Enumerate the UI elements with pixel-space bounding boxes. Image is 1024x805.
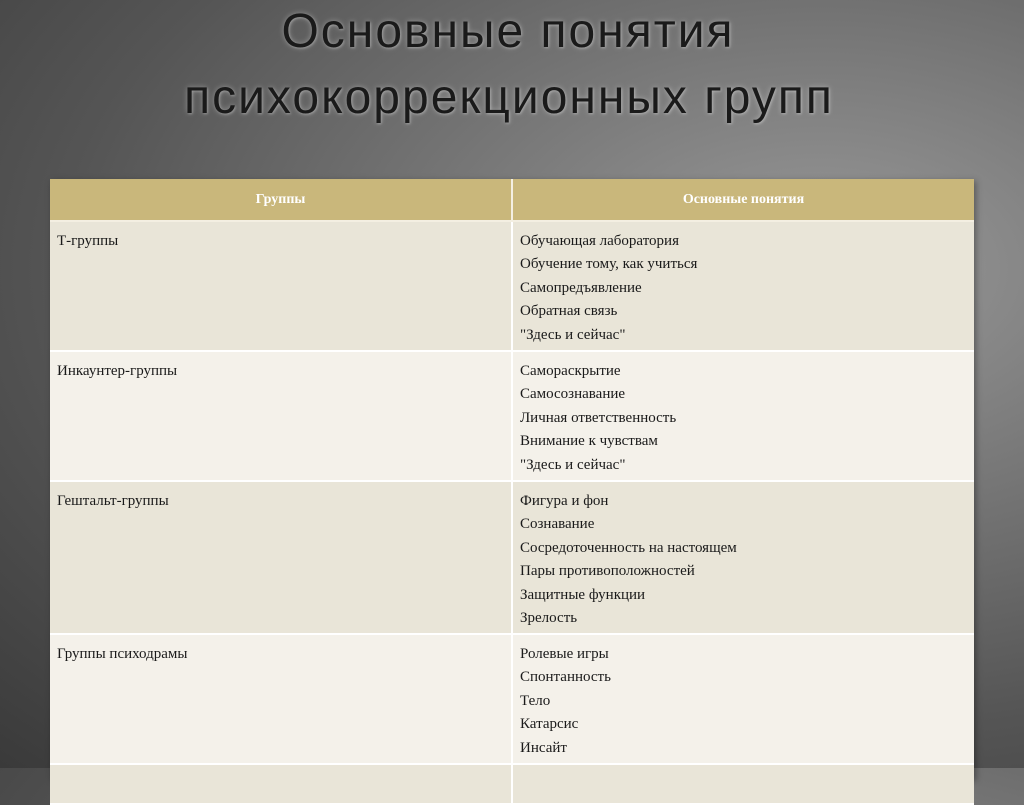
- concept-item: Пары противоположностей: [520, 563, 695, 580]
- concept-item: Ролевые игры: [520, 646, 609, 662]
- concept-item: "Здесь и сейчас": [520, 456, 626, 473]
- group-cell: Т-группы: [50, 221, 512, 351]
- title-line-1: Основные понятия: [281, 5, 735, 58]
- concept-item: Внимание к чувствам: [520, 433, 658, 450]
- concepts-cell: [512, 221, 974, 351]
- group-cell: Гештальт-группы: [50, 481, 512, 634]
- table-row: [50, 764, 974, 804]
- concept-item: Самораскрытие: [520, 363, 621, 379]
- group-cell: Группы психодрамы: [50, 634, 512, 764]
- concept-item: Сознавание: [520, 516, 595, 533]
- concept-item: Обучение тому, как учиться: [520, 256, 698, 273]
- table-row: [50, 351, 974, 481]
- concept-item: Сосредоточенность на настоящем: [520, 539, 737, 556]
- concept-item: Инсайт: [520, 739, 567, 756]
- concept-item: "Здесь и сейчас": [520, 326, 626, 343]
- table-row: [50, 481, 974, 634]
- concept-item: Защитные функции: [520, 586, 646, 603]
- table-header-row: [50, 179, 974, 221]
- concepts-cell: [512, 764, 974, 804]
- header-concepts: Основные понятия: [512, 179, 974, 221]
- group-cell: Инкаунтер-группы: [50, 351, 512, 481]
- concept-item: Катарсис: [520, 716, 579, 733]
- concepts-table-container: [50, 179, 974, 779]
- concept-item: Обучающая лаборатория: [520, 233, 679, 249]
- concept-item: Самосознавание: [520, 386, 626, 403]
- header-groups: Группы: [50, 179, 512, 221]
- concepts-cell: [512, 481, 974, 634]
- concept-item: Спонтанность: [520, 669, 611, 686]
- group-cell: [50, 764, 512, 804]
- concept-item: Личная ответственность: [520, 409, 677, 426]
- concepts-table: [50, 179, 974, 805]
- concept-item: Фигура и фон: [520, 493, 609, 509]
- concept-item: Зрелость: [520, 610, 578, 627]
- concept-item: Тело: [520, 692, 551, 709]
- concepts-cell: [512, 351, 974, 481]
- concept-item: Обратная связь: [520, 303, 618, 320]
- concepts-cell: [512, 634, 974, 764]
- table-row: [50, 221, 974, 351]
- table-row: [50, 634, 974, 764]
- concept-item: Самопредъявление: [520, 279, 642, 296]
- title-line-2: психокоррекционных групп: [184, 71, 834, 124]
- slide-title: [0, 0, 1024, 170]
